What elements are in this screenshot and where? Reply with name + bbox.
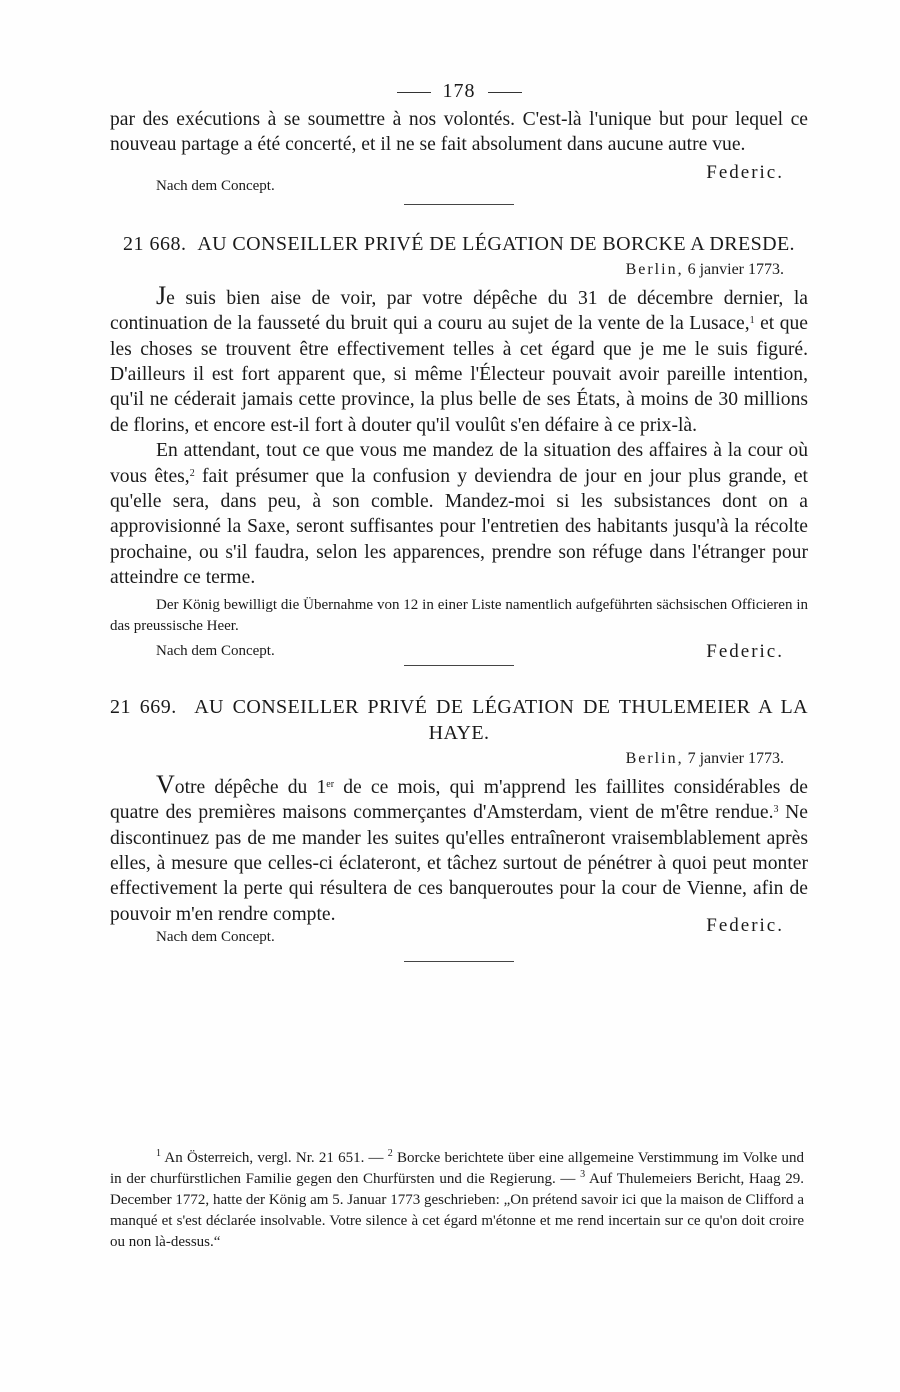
dateline-place: Berlin, bbox=[625, 260, 684, 278]
letter-number: 21 668. bbox=[123, 232, 187, 255]
paragraph-text: Ne discontinuez pas de me mander les suites qu'elles entraîneront vraisemblablement après elles, à mesure que celles-ci éclateront, et tâchez surtout de pénétrer à quoi peut monter effectivement la perte qui résultera de ces banqueroutes pour la cour de Vienne, afin de pouvoir m'en rendre compte. bbox=[110, 802, 808, 925]
dateline bbox=[110, 746, 808, 772]
letter-heading-21668 bbox=[110, 231, 808, 257]
footnote-number: 2 bbox=[387, 1148, 393, 1159]
letter-heading-21669 bbox=[110, 694, 808, 746]
paragraph-text: e suis bien aise de voir, par votre dépêche du 31 de décembre dernier, la continuation de la fausseté du bruit qui a couru au sujet de la vente de la Lusace, bbox=[110, 287, 808, 335]
footnote-mark: 1 bbox=[749, 315, 755, 327]
footnote-text: Auf Thulemeiers Bericht, Haag 29. December 1772, hatte der König am 5. Januar 1773 geschrieben: „On prétend savoir ici que la maison de Clifford a manqué et s'est déclarée insolvable. Votre silence à cet égard m'étonne et me rend incertain sur ce qu'on doit croire ou non là-dessus.“ bbox=[110, 1171, 805, 1250]
section-divider bbox=[404, 961, 514, 962]
paragraph-text: En attendant, tout ce que vous me mandez de la situation des affaires à la cour où vous êtes, bbox=[110, 440, 808, 487]
header-dash-right bbox=[488, 92, 522, 93]
superscript: er bbox=[326, 778, 335, 790]
letter-number: 21 669. bbox=[110, 695, 177, 718]
footnotes bbox=[110, 1148, 804, 1253]
paragraph-text: otre dépêche du 1 bbox=[174, 776, 327, 798]
signature: Federic. bbox=[706, 915, 784, 937]
footnote-text: Borcke berichtete über eine allgemeine Verstimmung im Volke und in der churfürstlichen Familie gegen den Churfürsten und die Regierung. — bbox=[110, 1150, 804, 1187]
dateline-date: 6 janvier 1773. bbox=[687, 260, 784, 278]
footnote-number: 3 bbox=[580, 1169, 586, 1180]
initial-letter: V bbox=[156, 769, 175, 799]
footnote-mark: 2 bbox=[189, 467, 195, 479]
letter-title: AU CONSEILLER PRIVÉ DE LÉGATION DE THULEMEIER A LA HAYE. bbox=[194, 695, 808, 744]
letter-closing bbox=[110, 637, 808, 663]
concept-note: Nach dem Concept. bbox=[156, 642, 275, 659]
letter-closing bbox=[110, 915, 808, 953]
footnote-mark: 3 bbox=[773, 804, 779, 816]
paragraph-text: fait présumer que la confusion y deviendra de jour en jour plus grande, et qu'elle sera, dans peu, à son comble. Mandez-moi si les subsistances dont on a approvisionné la Saxe, seront suffisantes pour l'entretien des habitants jusqu'à la récolte prochaine, ou s'il faudra, selon les apparences, prendre son réfuge dans l'étranger pour atteindre ce terme. bbox=[110, 465, 808, 589]
letter-paragraph bbox=[110, 438, 808, 590]
paragraph-text: et que les choses se trouvent être effectivement telles à cet égard que je me le suis figuré. D'ailleurs il est fort apparent que, si même l'Électeur pouvait avoir pareille intention, qu'il ne céderait jamais cette province, la plus belle de ses États, à moins de 30 millions de florins, et encore est-il fort à douter qu'il voulût s'en défaire à ce prix-là. bbox=[110, 313, 808, 436]
letter-title: AU CONSEILLER PRIVÉ DE LÉGATION DE BORCKE A DRESDE. bbox=[197, 232, 795, 255]
editorial-note: Der König bewilligt die Übernahme von 12 in einer Liste namentlich aufgeführten sächsischen Officieren in das preussische Heer. bbox=[110, 596, 808, 634]
page-body bbox=[110, 80, 808, 962]
dateline bbox=[110, 257, 808, 283]
footnote-text: An Österreich, vergl. Nr. 21 651. — bbox=[161, 1150, 388, 1166]
paragraph-text: de ce mois, qui m'apprend les faillites considérables de quatre des premières maisons commerçantes d'Amsterdam, vient de m'être rendue. bbox=[110, 776, 808, 824]
header-dash-left bbox=[397, 92, 431, 93]
letter-paragraph bbox=[110, 769, 808, 927]
concept-note: Nach dem Concept. bbox=[156, 177, 275, 194]
continuation-paragraph: par des exécutions à se soumettre à nos volontés. C'est-là l'unique but pour lequel ce nouveau partage a été concerté, et il ne se fait absolument dans aucune autre vue. bbox=[110, 109, 808, 156]
letter-paragraph bbox=[110, 280, 808, 438]
signature: Federic. bbox=[706, 161, 784, 183]
page-number: 178 bbox=[442, 80, 476, 102]
footnote-number: 1 bbox=[156, 1148, 161, 1159]
initial-letter: J bbox=[156, 280, 167, 310]
section1-closing bbox=[110, 158, 808, 194]
dateline-place: Berlin, bbox=[625, 749, 684, 767]
signature: Federic. bbox=[706, 640, 784, 662]
dateline-date: 7 janvier 1773. bbox=[687, 749, 784, 767]
page-number-header bbox=[110, 80, 808, 103]
concept-note: Nach dem Concept. bbox=[156, 929, 275, 946]
